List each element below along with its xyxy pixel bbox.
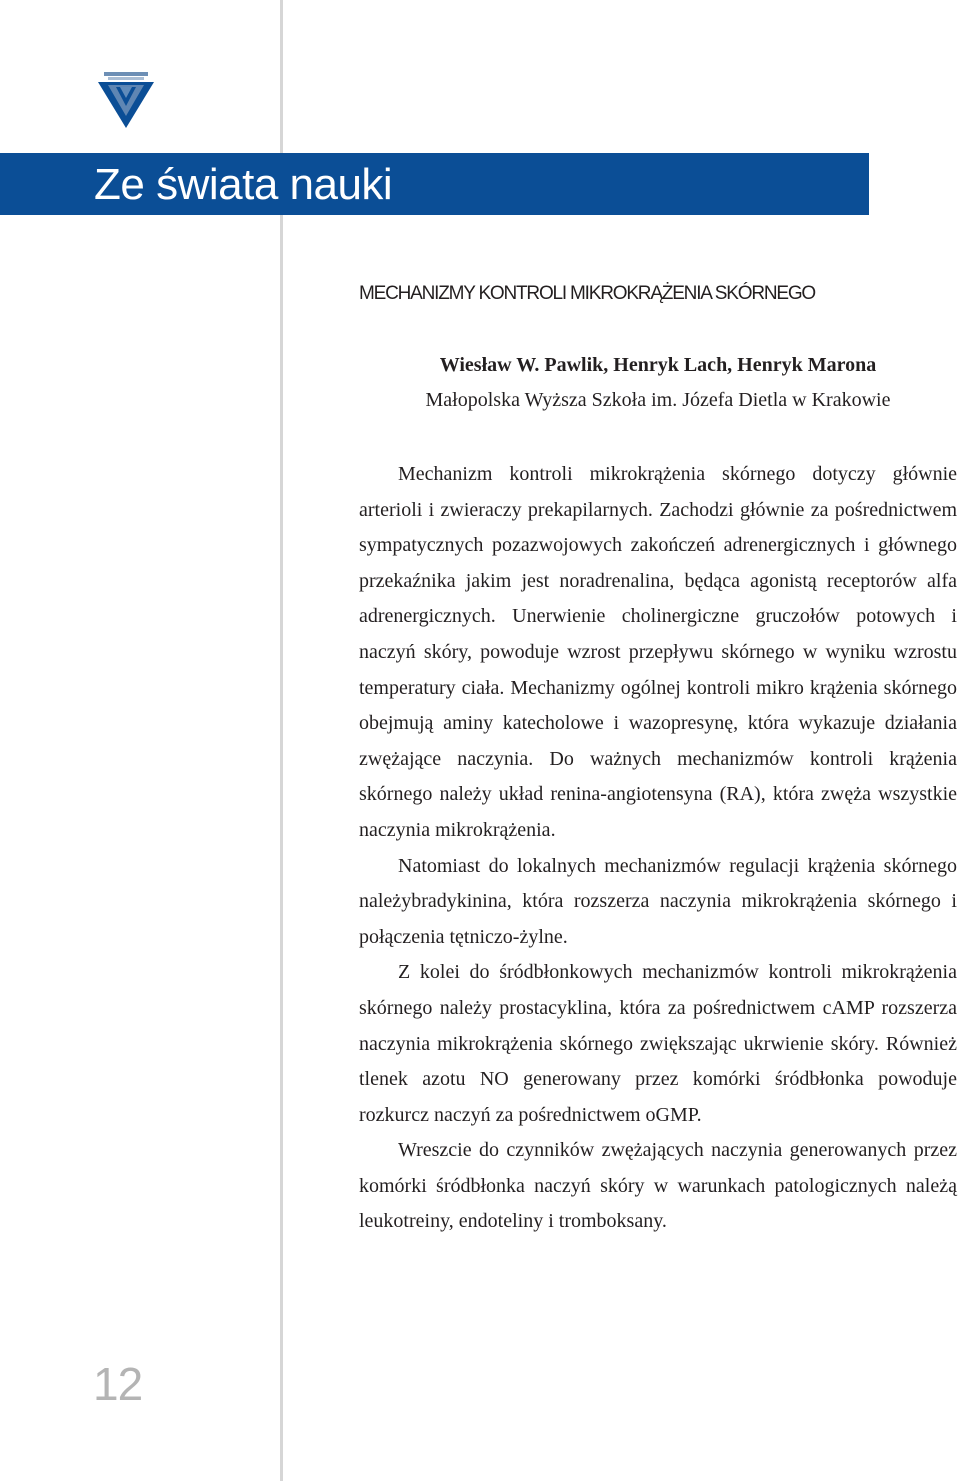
article-affiliation: Małopolska Wyższa Szkoła im. Józefa Dietla w Krakowie: [425, 389, 891, 411]
chevron-v-logo-icon: [94, 70, 158, 132]
body-paragraph: Wreszcie do czynników zwężających naczynia generowanych przez komórki śródbłonka naczyń skóry w warunkach patologicznych należą leukotreiny, endoteliny i tromboksany.: [359, 1139, 957, 1233]
body-paragraph: Z kolei do śródbłonkowych mechanizmów kontroli mikrokrążenia skórnego należy prostacyklina, która za pośrednictwem cAMP rozszerza naczynia mikrokrążenia skórnego zwiększając ukrwienie skóry. Również tlenek azotu NO generowany przez komórki śródbłonka powoduje rozkurcz naczyń za pośrednictwem oGMP.: [359, 961, 957, 1126]
body-paragraph: Natomiast do lokalnych mechanizmów regulacji krążenia skórnego należybradykinina, która rozszerza naczynia mikrokrążenia skórnego i połączenia tętniczo-żylne.: [359, 854, 957, 948]
article-authors: Wiesław W. Pawlik, Henryk Lach, Henryk Marona: [439, 354, 877, 376]
article-body: [359, 457, 957, 1240]
logo: [94, 70, 158, 132]
page-number: 12: [93, 1358, 143, 1410]
margin-rule: [280, 0, 283, 1481]
body-paragraph: Mechanizm kontroli mikrokrążenia skórnego dotyczy głównie arterioli i zwieraczy prekapilarnych. Zachodzi głównie za pośrednictwem sympatycznych pozazwojowych zakończeń adrenergicznych i głównego przekaźnika jakim jest noradrenalina, będąca agonistą receptorów alfa adrenergicznych. Unerwienie cholinergiczne gruczołów potowych i naczyń skóry, powoduje wzrost przepływu skórnego w wyniku wzrostu temperatury ciała. Mechanizmy ogólnej kontroli mikro krążenia skórnego obejmują aminy katecholowe i wazopresynę, która wykazuje działania zwężające naczynia. Do ważnych mechanizmów kontroli krążenia skórnego należy układ renina-angiotensyna (RA), która zwęża wszystkie naczynia mikrokrążenia.: [359, 463, 957, 841]
section-banner: [0, 153, 869, 215]
article-title: MECHANIZMY KONTROLI MIKROKRĄŻENIA SKÓRNEGO: [359, 283, 815, 304]
section-title: Ze świata nauki: [94, 160, 393, 209]
